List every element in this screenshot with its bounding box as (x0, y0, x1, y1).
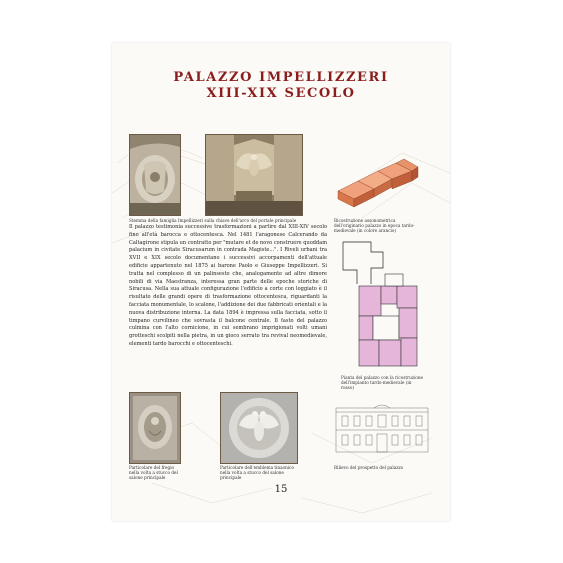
floor-plan (341, 240, 421, 370)
ceiling-medallion-caption: Particolare del fregio nella volta a stucco del salone principale (129, 465, 178, 481)
eagle-emblem-caption: Particolare dell'emblema tinaonico nella volta a stucco del salone principale (220, 465, 295, 481)
facade-elevation-drawing (334, 402, 430, 454)
ceiling-medallion-photo (129, 392, 181, 464)
coat-of-arms-caption: Stemma della famiglia Impellizzeri sulla chiave dell'arco del portale principale (129, 218, 297, 223)
facade-elevation-caption: Rilievo del prospetto del palazzo (334, 465, 404, 470)
floor-plan-caption: Pianta del palazzo con la ricostruzione dell'impianto tardo-medievale (in rosso) (341, 375, 424, 391)
axonometric-drawing (334, 153, 424, 215)
eagle-emblem-photo (220, 392, 298, 464)
body-paragraph: Il palazzo testimonia successive trasformazioni a partire dal XIII-XIV secolo fino all'età barocca e ottocentesca. Nel 1481 l'aragonese Calcerando da Caltagirone stipula un contratto per "mutare et de novo construere quoddam palacium in civitate Siracusarum in contrada Magiste...". I Riveli urbani tra XVII e XIX secolo documentano i successivi accorpamenti dell'attuale edificio appartenuto nel 1875 ai barone Paolo e Giuseppe Impellizzeri. Si tratta nel complesso di un palinsesto che, analogamente ad altre dimore nobili di via Maestranza, interessa gran parte delle epoche storiche di Siracusa. Nella sua attuale configurazione l'edificio a corte con loggiato è il risultato delle grandi opere di trasformazione ottocentesca, riguardanti la facciata monumentale, lo scalone, l'addizione dei due fabbricati orientali e la nuova distribuzione interna. La data 1894 è impressa sulla facciata, sotto il timpano curvilineo che sovrasta il balcone centrale. Il fasto del palazzo culmina con l'alto cornicione, in cui sembrano imprigionati volti umani grotteschi scolpiti nella pietra, in un gioco serrato tra revival neomedievale, elementi tardo barocchi e ottocenteschi. (129, 224, 327, 347)
page-number: 15 (274, 484, 288, 495)
axonometric-caption: Ricostruzione assonometrica dell'originario palazzo in epoca tardo-medievale (in colore arancio) (334, 218, 415, 234)
book-page (112, 43, 450, 521)
page-title-line-1: PALAZZO IMPELLIZZERI (173, 70, 389, 85)
eagle-keystone-photo (205, 134, 303, 216)
page-title-line-2: XIII-XIX SECOLO (206, 86, 356, 101)
coat-of-arms-photo (129, 134, 181, 216)
